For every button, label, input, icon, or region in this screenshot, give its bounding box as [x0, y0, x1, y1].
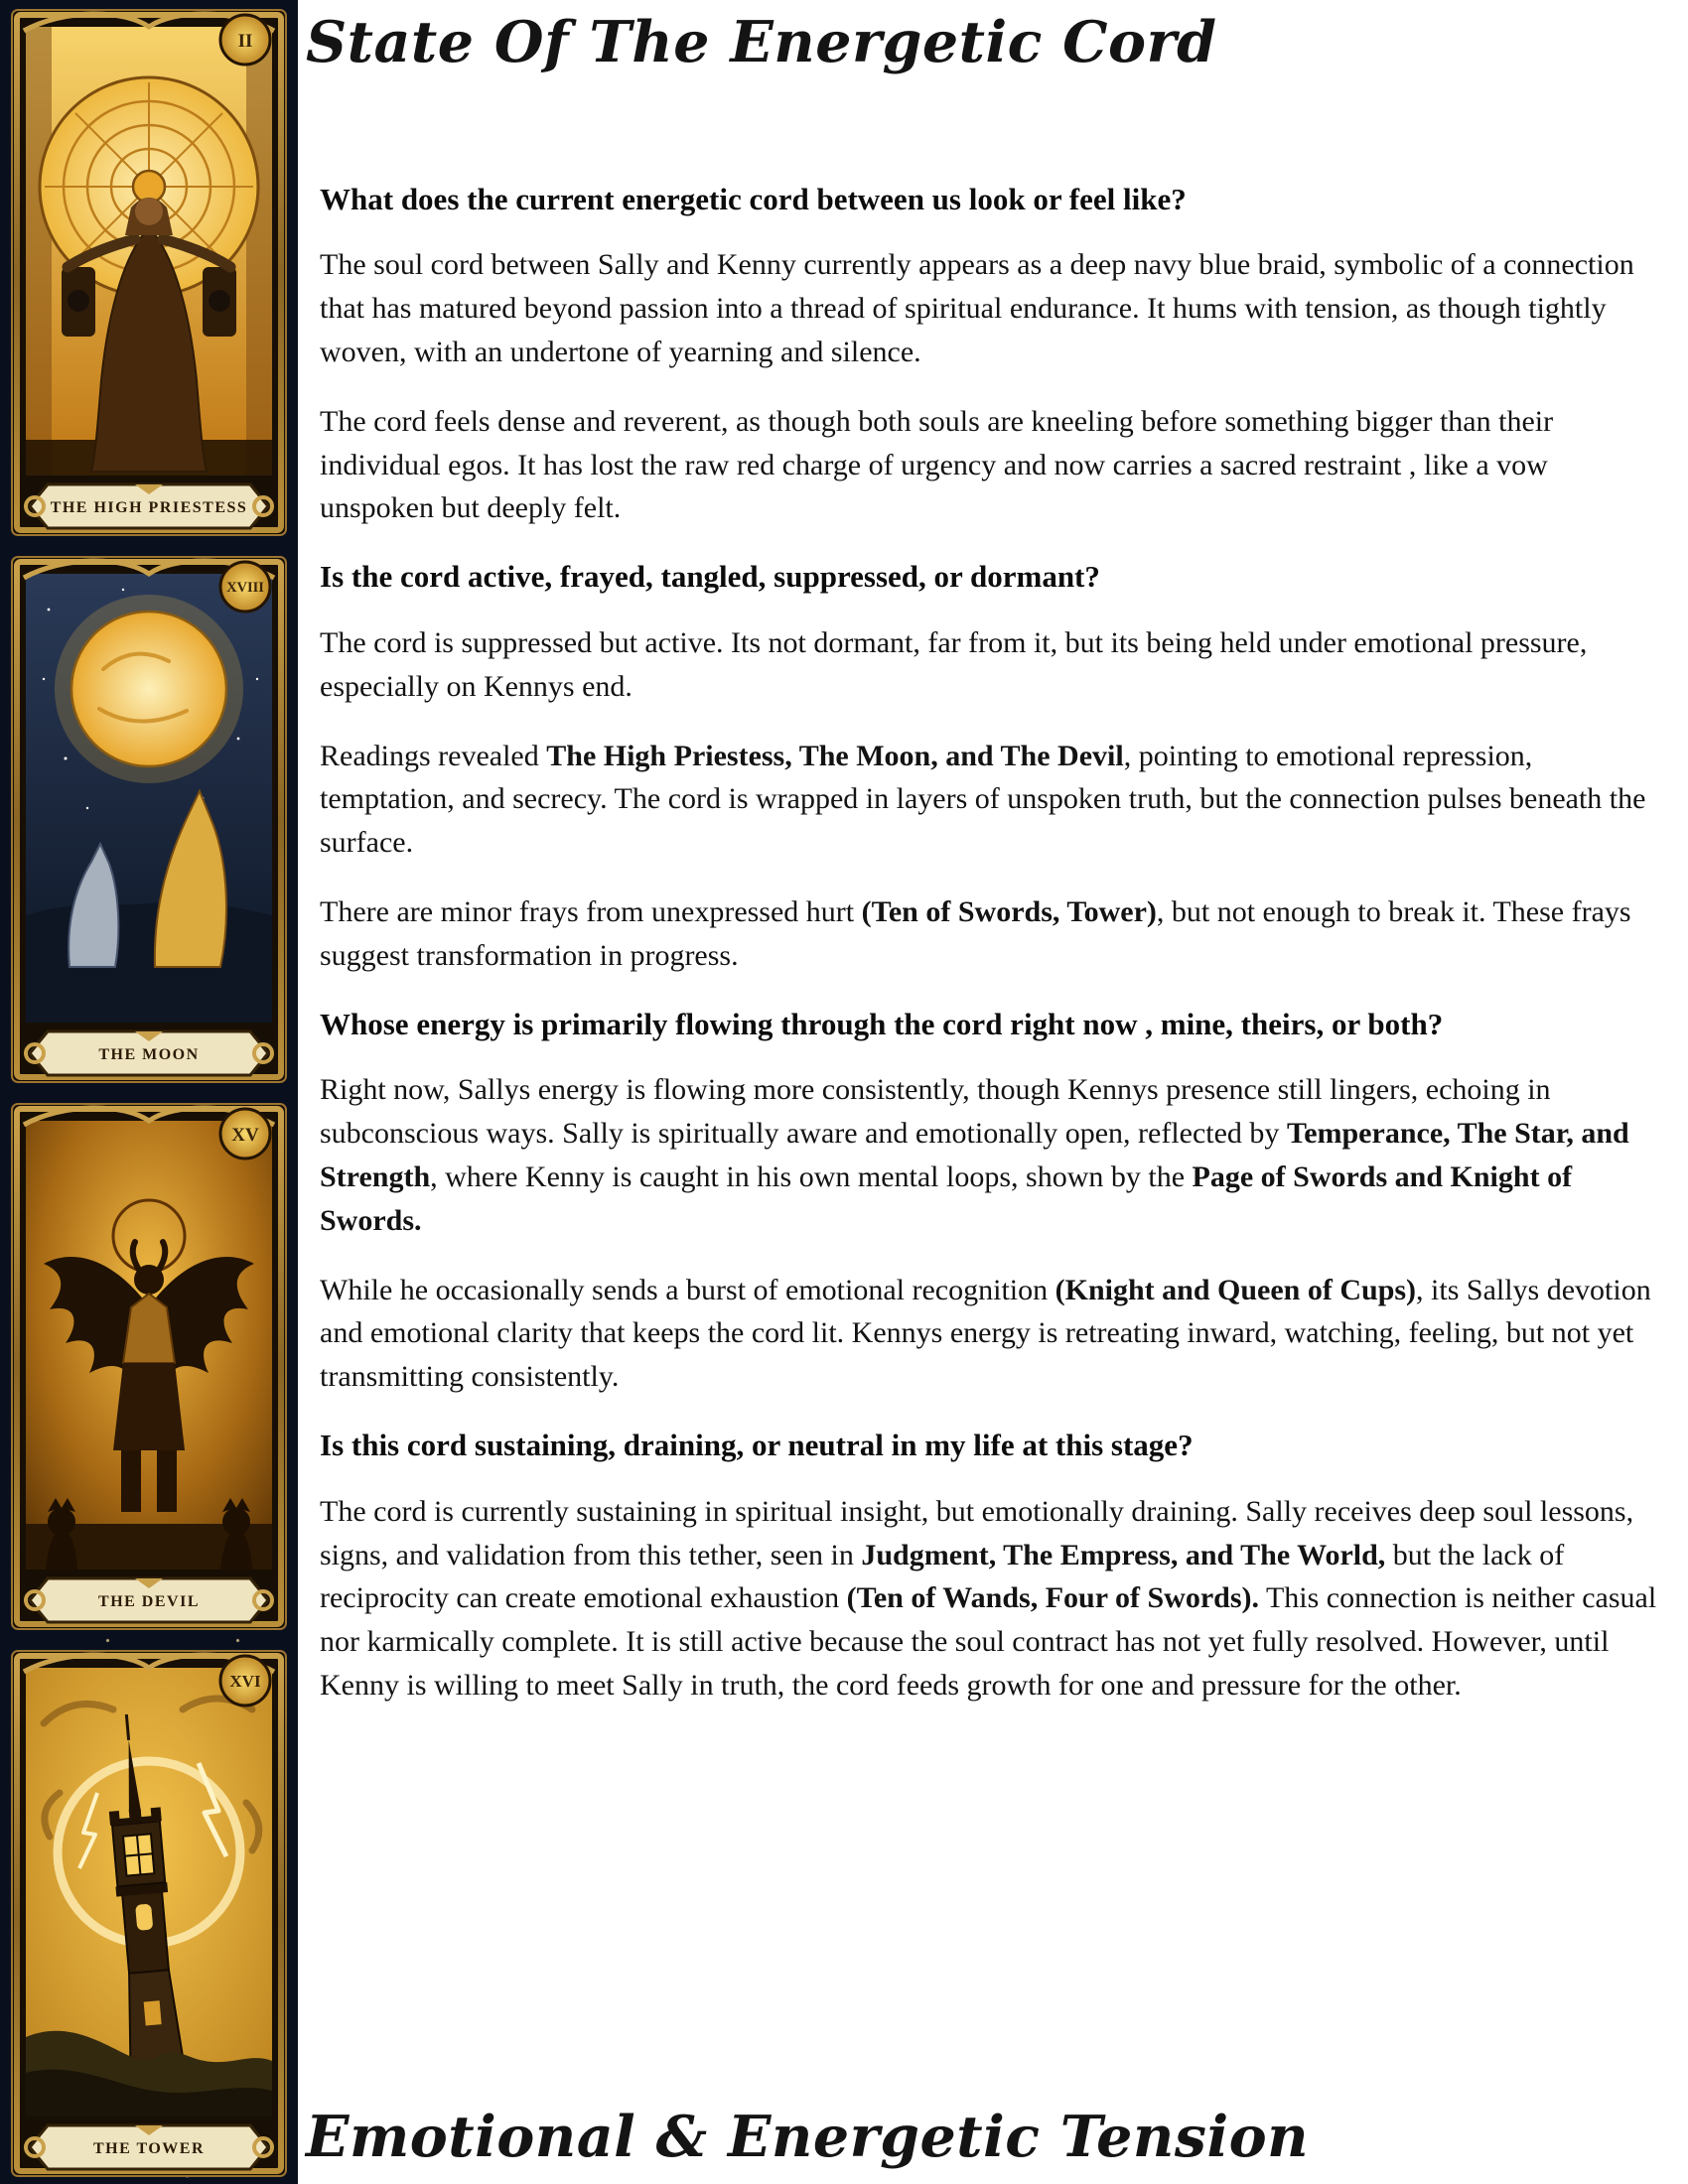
high-priestess-card-art [4, 3, 294, 542]
moon-card-art [4, 550, 294, 1089]
card-numeral: XVIII [226, 580, 264, 596]
card-title: THE DEVIL [98, 1593, 200, 1610]
paragraph: While he occasionally sends a burst of emotional recognition (Knight and Queen of Cups), its Sallys devotion and emotional clarity that keeps the cord lit. Kennys energy is retreating inward, watching, feeling, but not yet transmitting consistently. [320, 1273, 1651, 1394]
tarot-card-tower [4, 1644, 294, 2183]
question-heading: Whose energy is primarily flowing through the cord right now , mine, theirs, or both? [320, 1006, 1444, 1041]
card-numeral: XV [231, 1125, 259, 1146]
paragraph: The cord feels dense and reverent, as though both souls are kneeling before something bigger than their individual egos. It has lost the raw red charge of urgency and now carries a sacred restraint , like a vow unspoken but deeply felt. [320, 404, 1554, 525]
question-heading: What does the current energetic cord between us look or feel like? [320, 181, 1187, 216]
card-numeral: XVI [229, 1672, 261, 1691]
tarot-card-devil [4, 1097, 294, 1636]
paragraph: There are minor frays from unexpressed hurt (Ten of Swords, Tower), but not enough to break it. These frays suggest transformation in progress. [320, 895, 1631, 972]
paragraph: The cord is currently sustaining in spiritual insight, but emotionally draining. Sally receives deep soul lessons, signs, and validation from this tether, seen in Judgment, The Empress, and The World, but the lack of reciprocity can create emotional exhaustion (Ten of Wands, Four of Swords). This connection is neither casual nor karmically complete. It is still active because the soul contract has not yet fully resolved. However, until Kenny is willing to meet Sally in truth, the cord feeds growth for one and pressure for the other. [320, 1494, 1657, 1703]
question-heading: Is this cord sustaining, draining, or neutral in my life at this stage? [320, 1428, 1194, 1463]
tarot-card-moon [4, 550, 294, 1089]
reading-sections [320, 167, 1662, 1733]
card-numeral: II [237, 31, 253, 52]
paragraph: The cord is suppressed but active. Its not dormant, far from it, but its being held under emotional pressure, especially on Kennys end. [320, 626, 1588, 703]
paragraph: Right now, Sallys energy is flowing more consistently, though Kennys presence still lingers, echoing in subconscious ways. Sally is spiritually aware and emotionally open, reflected by Temperance, The Star, and Strength, where Kenny is caught in his own mental loops, shown by the Page of Swords and Knight of Swords. [320, 1073, 1629, 1237]
card-title: THE TOWER [92, 2140, 206, 2157]
question-heading: Is the cord active, frayed, tangled, suppressed, or dormant? [320, 559, 1100, 595]
card-title: THE HIGH PRIESTESS [50, 499, 248, 516]
tarot-card-rail [0, 0, 298, 2184]
section-title-top: State Of The Energetic Cord [306, 9, 1217, 75]
reading-content [298, 0, 1688, 2184]
card-title: THE MOON [98, 1046, 200, 1063]
paragraph: The soul cord between Sally and Kenny currently appears as a deep navy blue braid, symbolic of a connection that has matured beyond passion into a thread of spiritual endurance. It hums with tension, as though tightly woven, with an undertone of yearning and silence. [320, 248, 1634, 368]
devil-card-art [4, 1097, 294, 1636]
section-title-bottom: Emotional & Energetic Tension [306, 2104, 1310, 2171]
tarot-card-high-priestess [4, 3, 294, 542]
moon-icon [55, 595, 243, 783]
paragraph: Readings revealed The High Priestess, The Moon, and The Devil, pointing to emotional repression, temptation, and secrecy. The cord is wrapped in layers of unspoken truth, but the connection pulses beneath the surface. [320, 739, 1646, 860]
tower-card-art [4, 1644, 294, 2183]
